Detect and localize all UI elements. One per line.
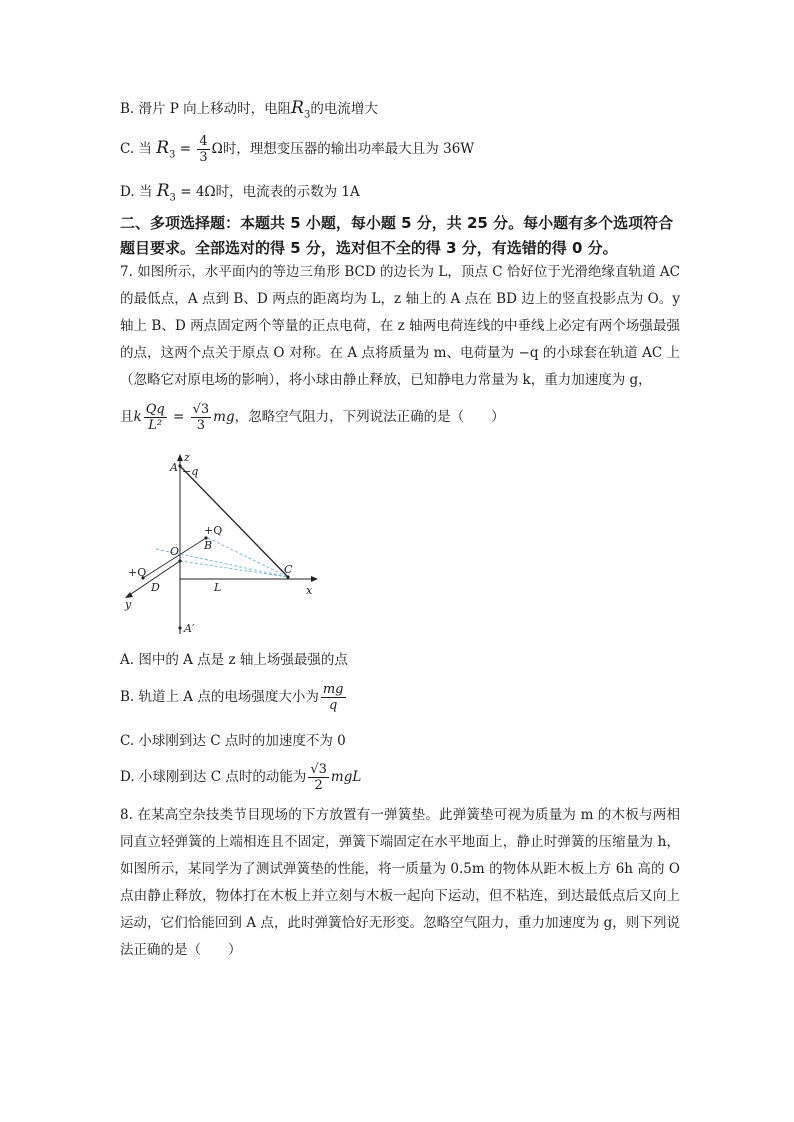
label-l: L — [214, 581, 222, 594]
q7-option-c: C. 小球刚到达 C 点时的加速度不为 0 — [120, 733, 346, 749]
label-a: A — [170, 461, 178, 474]
question-7-figure — [118, 452, 328, 642]
fraction-sqrt3-over-2: $\frac{√3}{2}$ — [310, 762, 327, 793]
label-b: B — [204, 539, 213, 552]
label-d: D — [151, 581, 160, 594]
r3-symbol: $R_3$ — [156, 181, 176, 204]
section-2-heading: 二、多项选择题：本题共 5 小题，每小题 5 分，共 25 分。每小题有多个选项符合题目要求。全部选对的得 5 分，选对但不全的得 3 分，有选错的得 0 分。 — [120, 214, 674, 257]
label-z: z — [184, 452, 190, 464]
label-x: x — [306, 584, 313, 597]
q6-option-d: D. 当 $R_3 = 4\Omega$时，电流表的示数为 1A — [120, 181, 360, 204]
label-minus-q: −q — [182, 465, 199, 478]
fraction-sqrt3-over-3: $\frac{√3}{3}$ — [192, 402, 210, 433]
q7-option-b: B. 轨道上 A 点的电场强度大小为 $\frac{mg}{q}$ — [120, 682, 344, 713]
point-a-prime — [178, 626, 181, 629]
fraction-four-thirds: $\frac{4}{3}$ — [199, 134, 208, 165]
label-plus-q-b: +Q — [204, 524, 223, 537]
r3-symbol: $R_3$ — [291, 98, 311, 121]
fraction-mg-over-q: $\frac{mg}{q}$ — [322, 682, 344, 713]
q6-option-b: B. 滑片 P 向上移动时，电阻$R_3$的电流增大 — [120, 98, 378, 121]
question-7-condition: 且k $\frac{Qq}{\text{L²}}$ = $\frac{√3}{3}$ mg，忽略空气阻力，下列说法正确的是（ ） — [120, 402, 505, 433]
dashed-b-c — [208, 538, 288, 577]
label-plus-q-d: +Q — [128, 566, 147, 579]
q7-option-a: A. 图中的 A 点是 z 轴上场强最强的点 — [120, 652, 348, 668]
label-o: O — [170, 545, 180, 558]
x-axis-arrow — [311, 576, 318, 582]
z-axis-arrow — [177, 454, 183, 461]
q7-option-d: D. 小球刚到达 C 点时的动能为 $\frac{√3}{2}$ mgL — [120, 762, 362, 793]
question-7-stem: 7. 如图所示，水平面内的等边三角形 BCD 的边长为 L，顶点 C 恰好位于光滑绝缘直轨道 AC 的最低点，A 点到 B、D 两点的距离均为 L，z 轴上的 A 点在 BD 边上的竖直投影点为 O。y 轴上 B、D 两点固定两个等量的正点电荷，在 z 轴两电荷连线的中垂线上必定有两个场强最强的点，这两个点关于原点 O 对称。在 A 点将质量为 m、电荷量为 −q 的小球套在轨道 AC 上（忽略它对原电场的影响），将小球由静止释放，已知静电力常量为 k，重力加速度为 g， — [120, 264, 680, 388]
label-y: y — [125, 598, 132, 611]
q6-option-c: C. 当 $R_3$ = $\frac{4}{3}$ Ω时，理想变压器的输出功率最大且为 36W — [120, 134, 475, 165]
r3-symbol: $R_3$ — [156, 138, 176, 161]
point-o — [178, 559, 181, 562]
rail-ac — [180, 466, 288, 577]
question-8-stem: 8. 在某高空杂技类节目现场的下方放置有一弹簧垫。此弹簧垫可视为质量为 m 的木板与两相同直立轻弹簧的上端相连且不固定，弹簧下端固定在水平地面上，静止时弹簧的压缩量为 h，如图所示，某同学为了测试弹簧垫的性能，将一质量为 0.5m 的物体从距木板上方 6h 高的 O 点由静止释放，物体打在木板上并立刻与木板一起向下运动，但不粘连，到达最低点后又向上运动，它们恰能回到 A 点，此时弹簧恰好无形变。忽略空气阻力，重力加速度为 g，则下列说法正确的是（ ） — [120, 807, 680, 958]
label-c: C — [284, 563, 293, 576]
label-a-prime: A′ — [184, 622, 195, 635]
fraction-qq-over-l2: $\frac{Qq}{\text{L²}}$ — [145, 402, 165, 433]
